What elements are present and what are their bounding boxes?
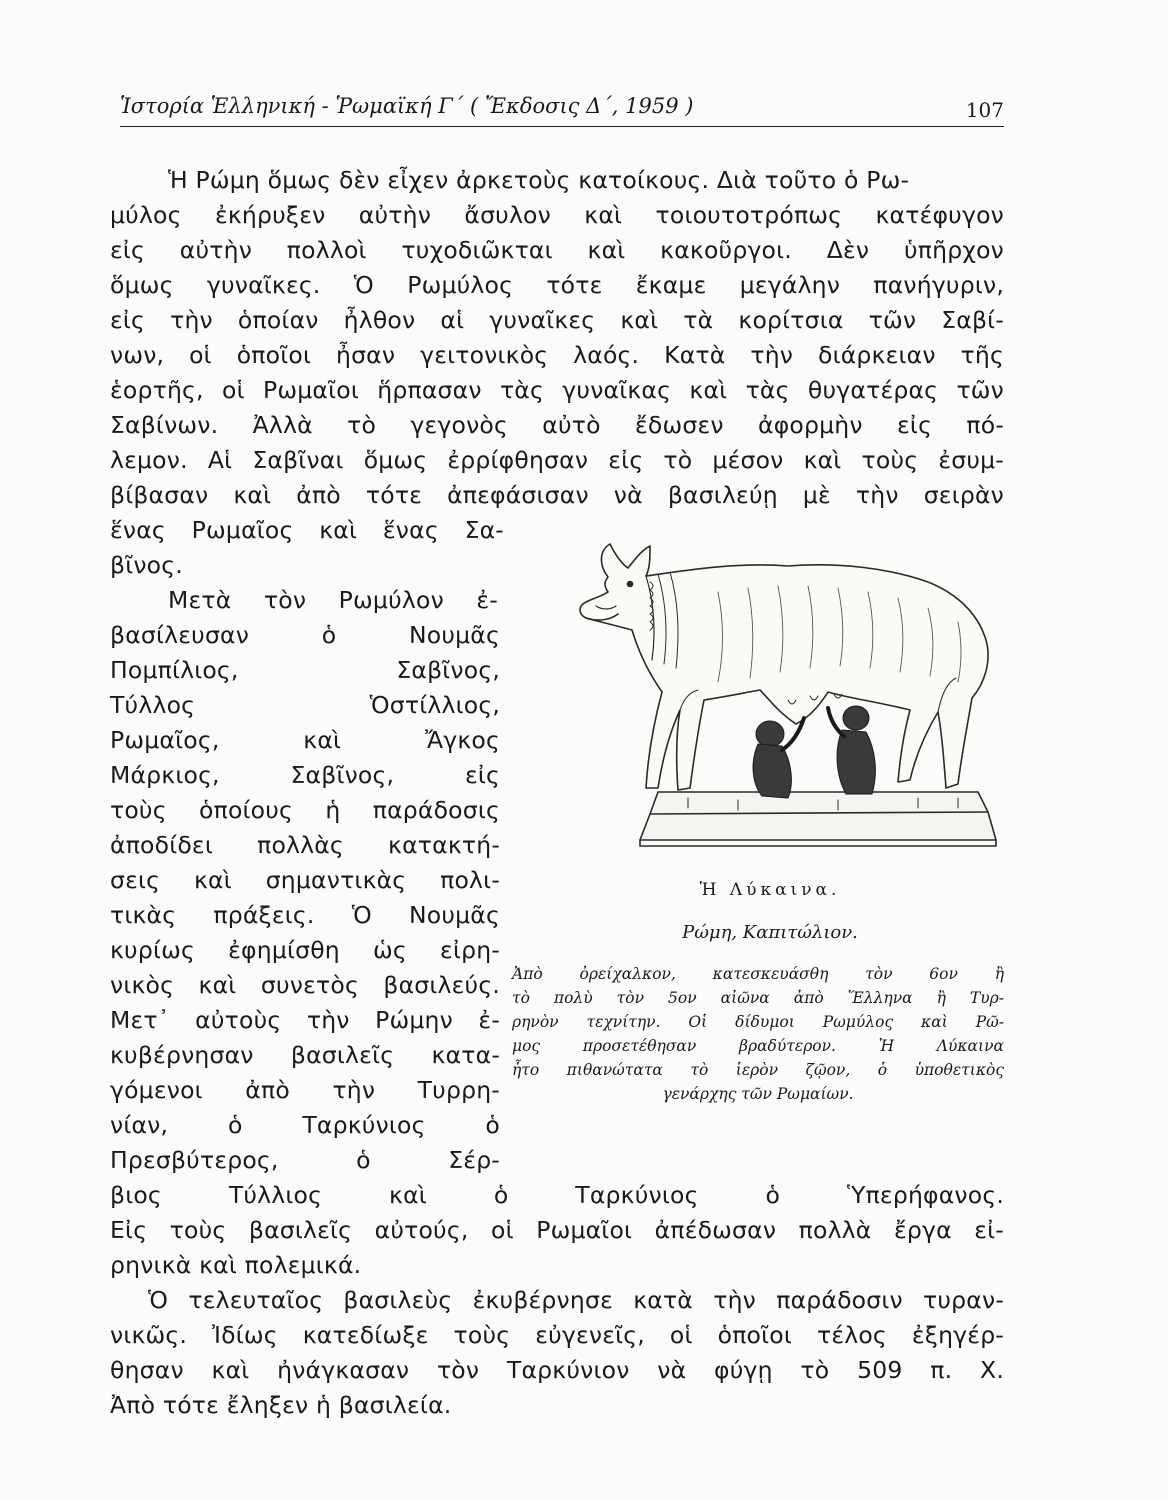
text-line: Εἰς τοὺς βασιλεῖς αὐτούς, οἱ Ρωμαῖοι ἀπέδωσαν πολλὰ ἔργα εἰ- bbox=[110, 1216, 1004, 1244]
text-line: Μετὰ τὸν Ρωμύλον ἐ- bbox=[168, 586, 498, 614]
text-line: Μετ᾽ αὐτοὺς τὴν Ρώμην ἐ- bbox=[110, 1006, 500, 1034]
text-line: θησαν καὶ ἠνάγκασαν τὸν Ταρκύνιον νὰ φύγῃ τὸ 509 π. Χ. bbox=[110, 1356, 1004, 1384]
text-line: νων, οἱ ὁποῖοι ἦσαν γειτονικὸς λαός. Κατὰ τὴν διάρκειαν τῆς bbox=[110, 341, 1004, 369]
text-line: ἕνας Ρωμαῖος καὶ ἕνας Σα- bbox=[110, 516, 504, 544]
text-line: εἰς αὐτὴν πολλοὶ τυχοδιῶκται καὶ κακοῦργοι. Δὲν ὑπῆρχον bbox=[110, 236, 1004, 264]
text-line: βῖνος. bbox=[110, 551, 183, 579]
text-line: Ὁ τελευταῖος βασιλεὺς ἐκυβέρνησε κατὰ τὴν παράδοσιν τυραν- bbox=[148, 1286, 1004, 1314]
text-line: Ρωμαῖος, καὶ Ἄγκος bbox=[110, 726, 500, 754]
text-line: Τύλλος Ὁστίλλιος, bbox=[110, 691, 500, 719]
capitoline-wolf-illustration bbox=[538, 522, 1004, 872]
text-line: γόμενοι ἀπὸ τὴν Τυρρη- bbox=[110, 1076, 500, 1104]
text-line: ἀποδίδει πολλὰς κατακτή- bbox=[110, 831, 500, 859]
text-line: βίβασαν καὶ ἀπὸ τότε ἀπεφάσισαν νὰ βασιλεύῃ μὲ τὴν σειρὰν bbox=[110, 481, 1004, 509]
caption-line: Ἀπὸ ὀρείχαλκον, κατεσκευάσθη τὸν 6ον ἢ bbox=[512, 965, 1004, 983]
caption-line: ἦτο πιθανώτατα τὸ ἱερὸν ζῷον, ὁ ὑποθετικὸς bbox=[512, 1061, 1004, 1079]
text-line: μύλος ἐκήρυξεν αὐτὴν ἄσυλον καὶ τοιουτοτρόπως κατέφυγον bbox=[110, 201, 1004, 229]
text-line: νικῶς. Ἰδίως κατεδίωξε τοὺς εὐγενεῖς, οἱ ὁποῖοι τέλος ἐξηγέρ- bbox=[110, 1321, 1004, 1349]
caption-line: μος προσετέθησαν βραδύτερον. Ἡ Λύκαινα bbox=[512, 1037, 1004, 1055]
text-line: κυρίως ἐφημίσθη ὡς εἰρη- bbox=[110, 936, 500, 964]
text-line: Ἀπὸ τότε ἔληξεν ἡ βασιλεία. bbox=[110, 1391, 452, 1419]
text-line: Πομπίλιος, Σαβῖνος, bbox=[110, 656, 500, 684]
text-line: Πρεσβύτερος, ὁ Σέρ- bbox=[110, 1146, 500, 1174]
figure-location: Ρώμη, Καπιτώλιον. bbox=[682, 922, 858, 943]
text-line: κυβέρνησαν βασιλεῖς κατα- bbox=[110, 1041, 500, 1069]
text-line: νικὸς καὶ συνετὸς βασιλεύς. bbox=[110, 971, 500, 999]
text-line: τοὺς ὁποίους ἡ παράδοσις bbox=[110, 796, 500, 824]
text-line: σεις καὶ σημαντικὰς πολι- bbox=[110, 866, 500, 894]
text-line: τικὰς πράξεις. Ὁ Νουμᾶς bbox=[110, 901, 500, 929]
text-line: βασίλευσαν ὁ Νουμᾶς bbox=[110, 621, 500, 649]
figure-description bbox=[512, 962, 1004, 1106]
text-line: ρηνικὰ καὶ πολεμικά. bbox=[110, 1251, 362, 1279]
caption-line: τὸ πολὺ τὸν 5ον αἰῶνα ἀπὸ Ἕλληνα ἢ Τυρ- bbox=[512, 989, 1004, 1007]
running-title: Ἱστορία Ἑλληνική - Ῥωμαϊκή Γ΄ ( Ἔκδοσις Δ΄, 1959 ) bbox=[120, 94, 694, 118]
text-line: ὅμως γυναῖκες. Ὁ Ρωμύλος τότε ἔκαμε μεγάλην πανήγυριν, bbox=[110, 271, 1004, 299]
text-line: Σαβίνων. Ἀλλὰ τὸ γεγονὸς αὐτὸ ἔδωσεν ἀφορμὴν εἰς πό- bbox=[110, 411, 1004, 439]
text-line: Ἡ Ρώμη ὅμως δὲν εἶχεν ἀρκετοὺς κατοίκους. Διὰ τοῦτο ὁ Ρω- bbox=[168, 166, 910, 194]
text-line: λεμον. Αἱ Σαβῖναι ὅμως ἐρρίφθησαν εἰς τὸ μέσον καὶ τοὺς ἐσυμ- bbox=[110, 446, 1004, 474]
page-header bbox=[120, 90, 1004, 127]
text-line: νίαν, ὁ Ταρκύνιος ὁ bbox=[110, 1111, 500, 1139]
caption-line: γενάρχης τῶν Ρωμαίων. bbox=[662, 1085, 854, 1103]
text-line: ἑορτῆς, οἱ Ρωμαῖοι ἥρπασαν τὰς γυναῖκας καὶ τὰς θυγατέρας τῶν bbox=[110, 376, 1004, 404]
text-line: Μάρκιος, Σαβῖνος, εἰς bbox=[110, 761, 500, 789]
figure-title: Ἡ Λύκαινα. bbox=[699, 880, 841, 900]
caption-line: ρηνὸν τεχνίτην. Οἱ δίδυμοι Ρωμύλος καὶ Ρῶ- bbox=[512, 1013, 1004, 1031]
text-line: βιος Τύλλιος καὶ ὁ Ταρκύνιος ὁ Ὑπερήφανος. bbox=[110, 1181, 1004, 1209]
text-line: εἰς τὴν ὁποίαν ἦλθον αἱ γυναῖκες καὶ τὰ κορίτσια τῶν Σαβί- bbox=[110, 306, 1004, 334]
page-number: 107 bbox=[965, 98, 1004, 122]
